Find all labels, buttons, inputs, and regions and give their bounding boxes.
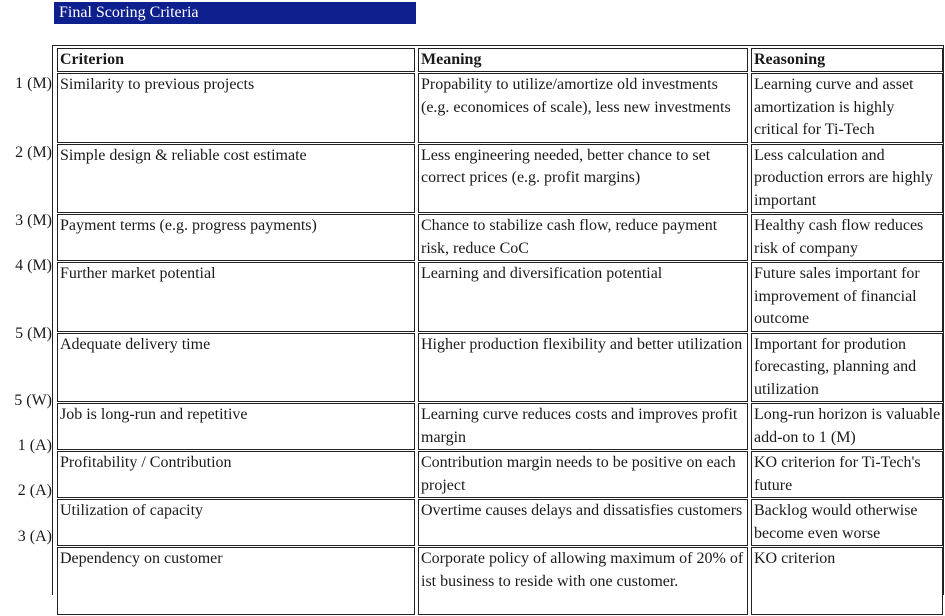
row-label: 4 (M)	[15, 257, 52, 274]
table-row	[57, 333, 943, 403]
row-label: 1 (M)	[15, 75, 52, 92]
column-header-criterion: Criterion	[57, 48, 415, 72]
meaning-cell: Propability to utilize/amortize old investments (e.g. economices of scale), less new investments	[418, 73, 748, 143]
reasoning-cell: Less calculation and production errors are highly important	[751, 144, 943, 214]
reasoning-cell: KO criterion for Ti-Tech's future	[751, 451, 943, 498]
row-label: 2 (M)	[15, 144, 52, 161]
column-header-reasoning: Reasoning	[751, 48, 943, 72]
reasoning-cell: KO criterion	[751, 547, 943, 615]
table-row	[57, 144, 943, 214]
criterion-cell: Further market potential	[57, 262, 415, 332]
table-row	[57, 73, 943, 143]
row-label: 5 (W)	[14, 392, 52, 409]
meaning-cell: Higher production flexibility and better utilization	[418, 333, 748, 403]
criterion-cell: Job is long-run and repetitive	[57, 403, 415, 450]
table-row	[57, 403, 943, 450]
reasoning-cell: Backlog would otherwise become even worse	[751, 499, 943, 546]
table-header-row	[57, 48, 943, 72]
table-row	[57, 214, 943, 261]
table-row	[57, 262, 943, 332]
criterion-cell: Utilization of capacity	[57, 499, 415, 546]
meaning-cell: Chance to stabilize cash flow, reduce payment risk, reduce CoC	[418, 214, 748, 261]
reasoning-cell: Healthy cash flow reduces risk of company	[751, 214, 943, 261]
reasoning-cell: Long-run horizon is valuable add-on to 1 (M)	[751, 403, 943, 450]
row-label: 5 (M)	[15, 325, 52, 342]
row-label: 2 (A)	[17, 482, 52, 499]
criterion-cell: Similarity to previous projects	[57, 73, 415, 143]
table-row	[57, 547, 943, 615]
criterion-cell: Adequate delivery time	[57, 333, 415, 403]
criterion-cell: Payment terms (e.g. progress payments)	[57, 214, 415, 261]
reasoning-cell: Important for prodution forecasting, planning and utilization	[751, 333, 943, 403]
criteria-table-area	[0, 45, 945, 596]
criterion-cell: Simple design & reliable cost estimate	[57, 144, 415, 214]
row-label: 3 (M)	[15, 212, 52, 229]
criterion-cell: Dependency on customer	[57, 547, 415, 615]
page-title: Final Scoring Criteria	[54, 2, 416, 24]
meaning-cell: Overtime causes delays and dissatisfies customers	[418, 499, 748, 546]
column-header-meaning: Meaning	[418, 48, 748, 72]
reasoning-cell: Learning curve and asset amortization is highly critical for Ti-Tech	[751, 73, 943, 143]
meaning-cell: Corporate policy of allowing maximum of 20% of ist business to reside with one customer.	[418, 547, 748, 615]
row-label: 1 (A)	[17, 437, 52, 454]
meaning-cell: Less engineering needed, better chance to set correct prices (e.g. profit margins)	[418, 144, 748, 214]
meaning-cell: Contribution margin needs to be positive on each project	[418, 451, 748, 498]
table-row	[57, 451, 943, 498]
row-label: 3 (A)	[17, 528, 52, 545]
table-row	[57, 499, 943, 546]
meaning-cell: Learning and diversification potential	[418, 262, 748, 332]
criteria-table	[54, 47, 945, 616]
criterion-cell: Profitability / Contribution	[57, 451, 415, 498]
meaning-cell: Learning curve reduces costs and improves profit margin	[418, 403, 748, 450]
reasoning-cell: Future sales important for improvement of financial outcome	[751, 262, 943, 332]
